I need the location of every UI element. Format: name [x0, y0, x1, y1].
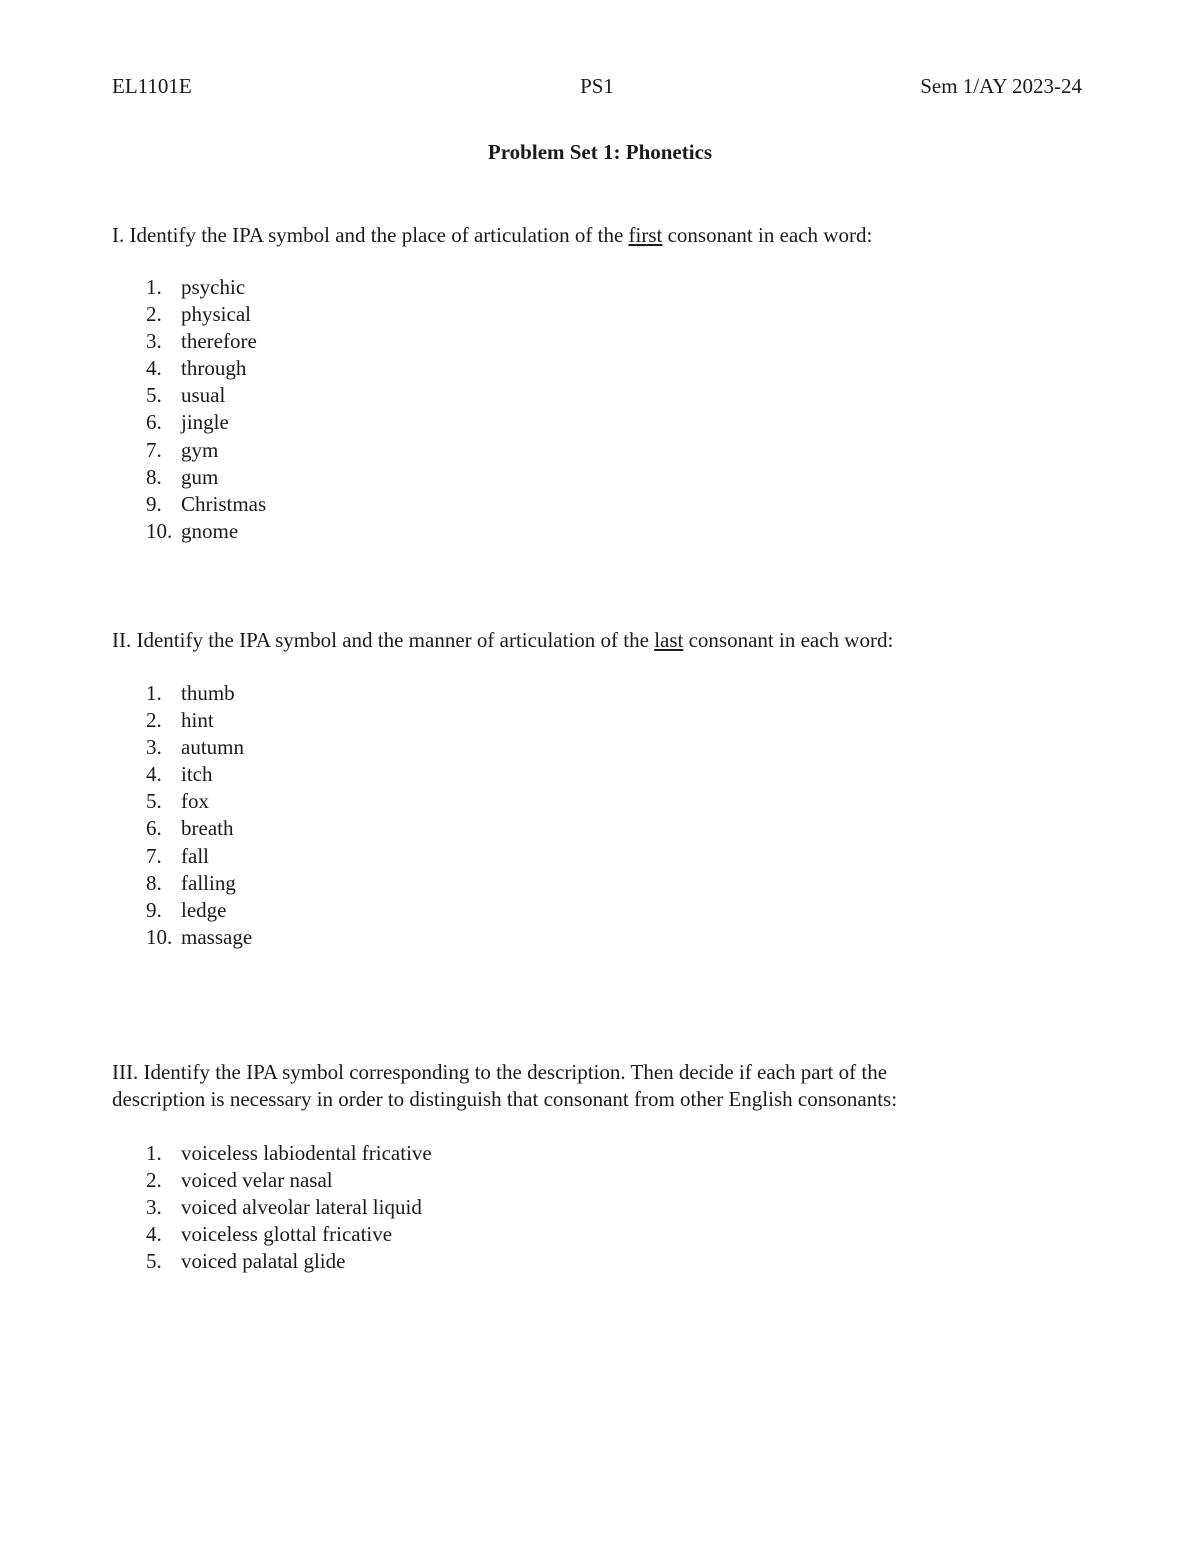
page-header [112, 74, 1082, 102]
item-number: 2. [146, 302, 162, 327]
item-number: 3. [146, 735, 162, 760]
item-number: 9. [146, 897, 162, 922]
item-text: hint [181, 708, 214, 733]
term-label: Sem 1/AY 2023-24 [920, 74, 1082, 98]
section-3-prompt-line-2: description is necessary in order to distinguish that consonant from other English consonants: [112, 1087, 898, 1111]
item-text: through [181, 356, 247, 381]
item-text: voiceless labiodental fricative [181, 1141, 432, 1165]
item-number: 8. [146, 464, 162, 489]
item-text: fall [181, 843, 209, 868]
item-number: 4. [146, 762, 162, 787]
item-text: Christmas [181, 491, 267, 516]
item-text: voiced velar nasal [181, 1168, 333, 1193]
item-text: voiceless glottal fricative [181, 1222, 393, 1247]
item-number: 3. [146, 329, 162, 354]
item-number: 3. [146, 1195, 162, 1220]
section-1-prompt-before: I. Identify the IPA symbol and the place of articulation of the [112, 223, 629, 247]
item-text: massage [181, 924, 253, 949]
item-number: 4. [146, 1222, 162, 1247]
item-text: psychic [181, 275, 246, 299]
item-number: 6. [146, 410, 162, 435]
page-title: Problem Set 1: Phonetics [487, 140, 713, 164]
item-number: 10. [146, 518, 173, 543]
section-2-prompt-before: II. Identify the IPA symbol and the manner of articulation of the [112, 628, 655, 652]
item-text: usual [181, 383, 226, 408]
item-text: therefore [181, 329, 257, 354]
section-2-prompt [112, 627, 1012, 654]
item-text: thumb [181, 681, 235, 705]
item-number: 2. [146, 1168, 162, 1193]
item-number: 7. [146, 437, 162, 462]
item-number: 4. [146, 356, 162, 381]
item-text: autumn [181, 735, 244, 760]
item-number: 5. [146, 789, 162, 814]
item-text: jingle [181, 410, 229, 435]
section-1-prompt-emph: first [628, 223, 663, 247]
item-text: itch [181, 762, 213, 787]
item-number: 8. [146, 870, 162, 895]
item-number: 10. [146, 924, 173, 949]
item-text: gum [181, 464, 219, 489]
item-number: 1. [146, 681, 162, 705]
section-1-prompt [112, 222, 1012, 249]
item-text: voiced palatal glide [181, 1249, 346, 1274]
item-text: ledge [181, 897, 227, 922]
item-text: gnome [181, 518, 239, 543]
item-text: breath [181, 816, 234, 841]
item-text: falling [181, 870, 236, 895]
item-text: fox [181, 789, 209, 814]
section-2-prompt-after: consonant in each word: [683, 628, 894, 652]
item-number: 9. [146, 491, 162, 516]
item-number: 5. [146, 383, 162, 408]
item-number: 5. [146, 1249, 162, 1274]
section-2-prompt-emph: last [654, 628, 684, 652]
item-text: gym [181, 437, 219, 462]
section-1-prompt-after: consonant in each word: [662, 223, 873, 247]
item-number: 6. [146, 816, 162, 841]
course-code: EL1101E [112, 74, 192, 98]
problem-set-code: PS1 [580, 74, 614, 98]
item-number: 1. [146, 1141, 162, 1165]
item-number: 1. [146, 275, 162, 299]
item-number: 2. [146, 708, 162, 733]
item-number: 7. [146, 843, 162, 868]
section-3-prompt-line-1: III. Identify the IPA symbol corresponding to the description. Then decide if each part of the [112, 1060, 888, 1084]
item-text: voiced alveolar lateral liquid [181, 1195, 422, 1220]
item-text: physical [181, 302, 251, 327]
section-3-prompt [112, 1059, 1072, 1113]
